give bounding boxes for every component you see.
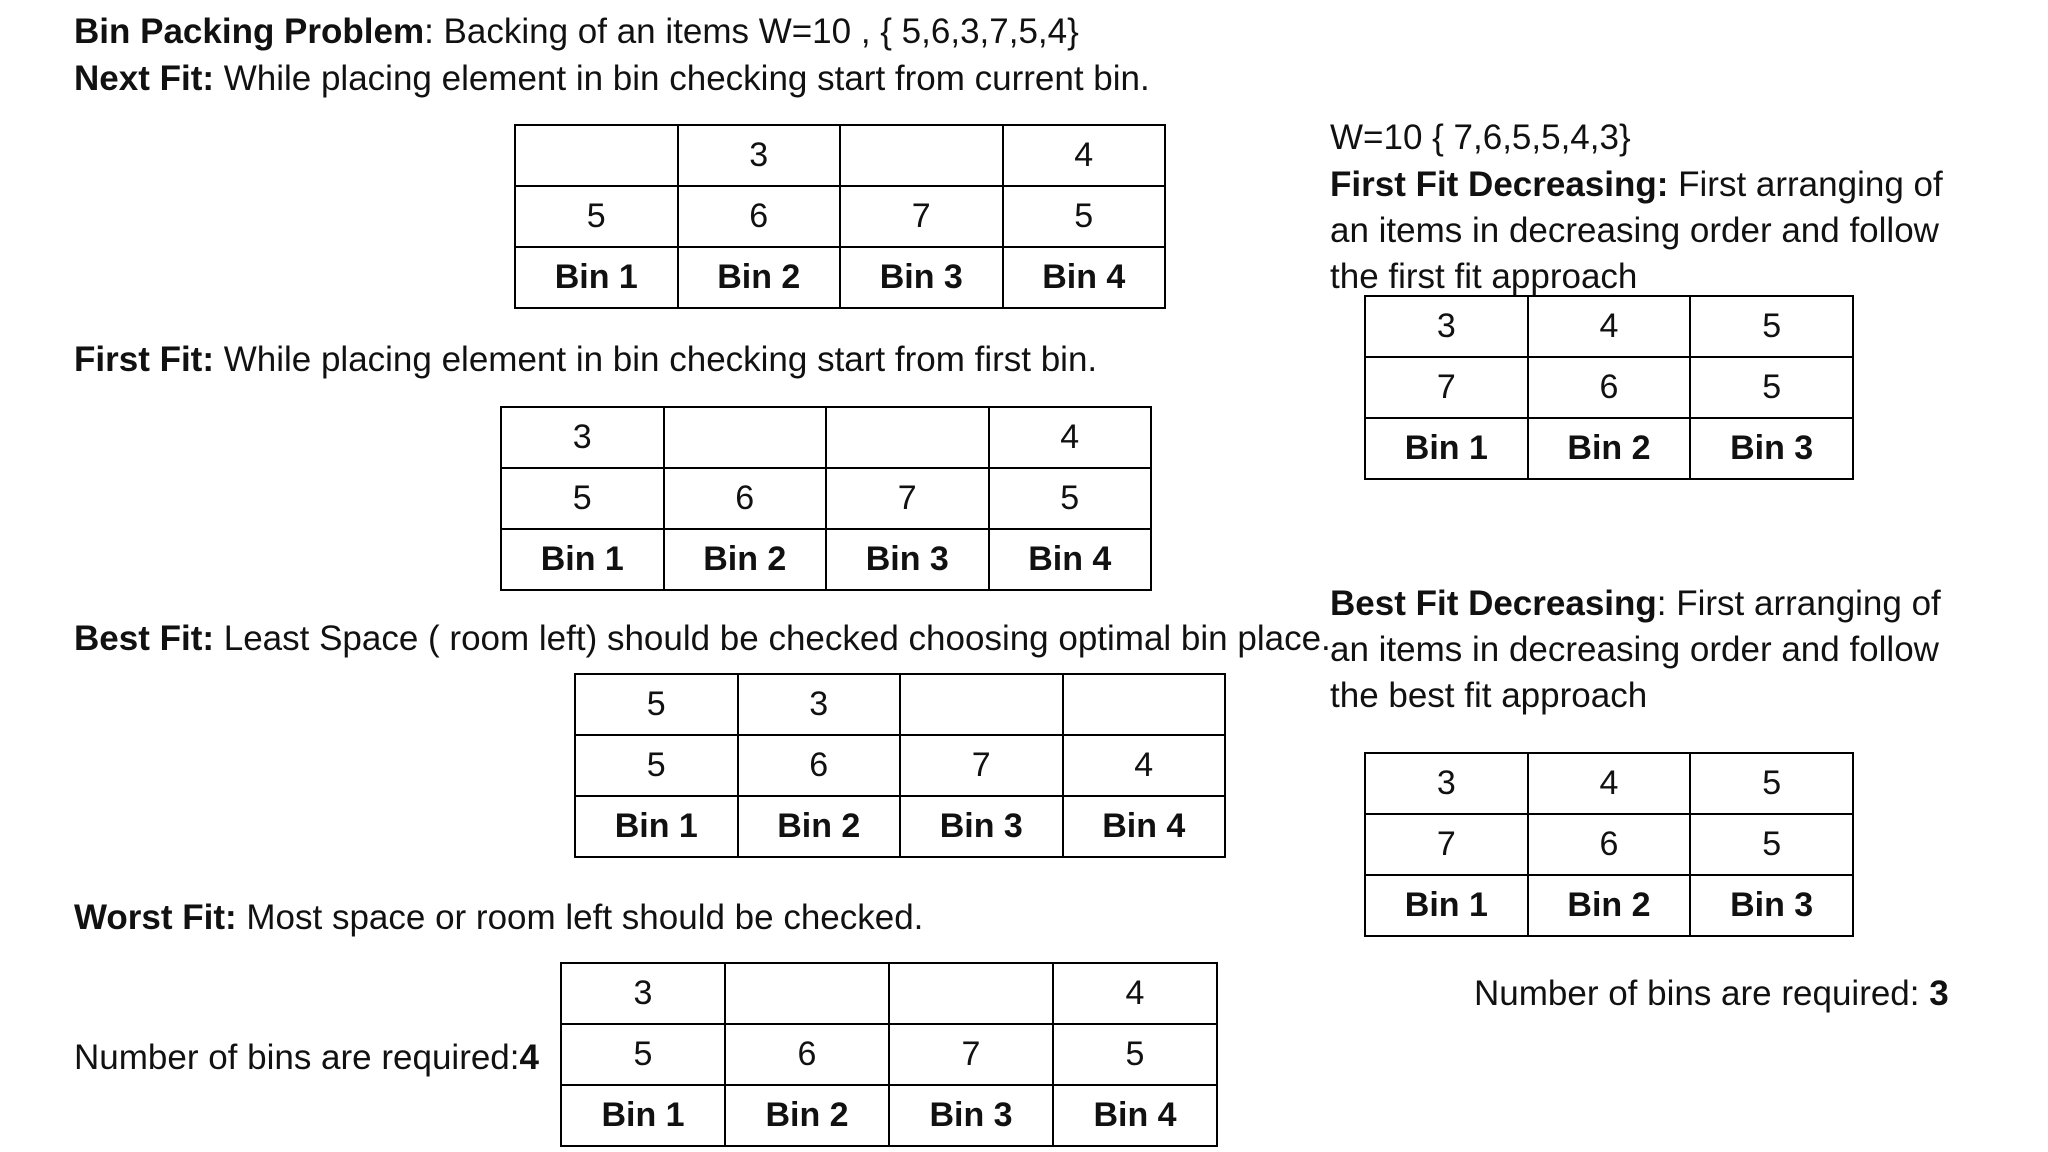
bin-row: [561, 963, 1217, 1024]
bin-label: Bin 2: [664, 529, 827, 590]
bfd-description: [1330, 581, 1980, 719]
bin-cell: 6: [738, 735, 901, 796]
bin-cell: 5: [1690, 296, 1853, 357]
bin-cell: 4: [1063, 735, 1226, 796]
bin-cell: [826, 407, 989, 468]
first-fit-description: [74, 338, 1097, 382]
title-bold: Bin Packing Problem: [74, 12, 425, 51]
bin-label-row: [515, 247, 1165, 308]
ffd-bold: First Fit Decreasing:: [1330, 165, 1669, 204]
bin-cell: [900, 674, 1063, 735]
first-fit-bold: First Fit:: [74, 340, 214, 379]
bin-label-row: [575, 796, 1225, 857]
bin-label: Bin 1: [1365, 418, 1528, 479]
first-fit-rest: While placing element in bin checking start from first bin.: [213, 340, 1098, 379]
bin-label: Bin 2: [738, 796, 901, 857]
bin-cell: 6: [678, 186, 841, 247]
bin-label: Bin 1: [515, 247, 678, 308]
bin-cell: 5: [1053, 1024, 1217, 1085]
next-fit-table: [514, 124, 1166, 309]
bin-label: Bin 4: [1053, 1085, 1217, 1146]
bin-cell: [515, 125, 678, 186]
bin-label: Bin 3: [826, 529, 989, 590]
bin-label: Bin 3: [840, 247, 1003, 308]
bin-cell: [664, 407, 827, 468]
bin-cell: 6: [1528, 357, 1691, 418]
bin-cell: 4: [989, 407, 1152, 468]
bin-cell: 4: [1528, 296, 1691, 357]
bfd-count-text: Number of bins are required:: [1474, 974, 1930, 1013]
bin-cell: 4: [1528, 753, 1691, 814]
worst-fit-bold: Worst Fit:: [74, 898, 237, 937]
bin-cell: 7: [840, 186, 1003, 247]
bin-cell: 5: [1003, 186, 1166, 247]
bin-cell: 7: [826, 468, 989, 529]
bin-label: Bin 4: [1063, 796, 1226, 857]
bin-label: Bin 4: [989, 529, 1152, 590]
worst-fit-description: [74, 896, 923, 940]
best-fit-bold: Best Fit:: [74, 619, 214, 658]
first-fit-table: [500, 406, 1152, 591]
bin-cell: 4: [1003, 125, 1166, 186]
bin-label: Bin 1: [575, 796, 738, 857]
bfd-rest: : First arranging of an items in decreasing order and follow the best fit approach: [1330, 584, 1941, 715]
bin-cell: 7: [1365, 357, 1528, 418]
bin-label: Bin 3: [900, 796, 1063, 857]
worst-fit-rest: Most space or room left should be checked.: [236, 898, 924, 937]
bin-row: [501, 407, 1151, 468]
bin-cell: 7: [1365, 814, 1528, 875]
bin-row: [1365, 814, 1853, 875]
bin-cell: 3: [738, 674, 901, 735]
bfd-bold: Best Fit Decreasing: [1330, 584, 1657, 623]
ffd-table: [1364, 295, 1854, 480]
bin-cell: [725, 963, 889, 1024]
bfd-bin-count: [1474, 972, 1949, 1016]
bin-row: [515, 186, 1165, 247]
best-fit-description: [74, 617, 1331, 661]
bin-label: Bin 3: [1690, 418, 1853, 479]
ffd-set-line: W=10 { 7,6,5,5,4,3}: [1330, 118, 1631, 157]
ffd-description: [1330, 162, 1980, 300]
bin-label: Bin 3: [1690, 875, 1853, 936]
bin-cell: 6: [664, 468, 827, 529]
bin-cell: 3: [1365, 296, 1528, 357]
bin-row: [575, 735, 1225, 796]
best-fit-rest: Least Space ( room left) should be checked choosing optimal bin place.: [214, 619, 1331, 658]
bin-row: [1365, 296, 1853, 357]
bin-label: Bin 2: [1528, 418, 1691, 479]
bin-label: Bin 1: [501, 529, 664, 590]
bin-cell: 5: [989, 468, 1152, 529]
ffd-rest: First arranging of an items in decreasing order and follow the first fit approach: [1330, 165, 1943, 296]
bin-cell: 6: [725, 1024, 889, 1085]
next-fit-description: [74, 57, 1150, 101]
bin-row: [501, 468, 1151, 529]
worst-fit-bin-count: [74, 1036, 539, 1080]
bin-cell: 3: [678, 125, 841, 186]
bin-cell: 4: [1053, 963, 1217, 1024]
title-line: [74, 10, 1079, 54]
bin-cell: 7: [889, 1024, 1053, 1085]
bin-cell: 3: [1365, 753, 1528, 814]
worst-fit-count-value: 4: [519, 1038, 539, 1077]
bin-row: [1365, 753, 1853, 814]
bin-cell: 5: [561, 1024, 725, 1085]
bin-cell: 5: [1690, 814, 1853, 875]
bin-cell: 3: [501, 407, 664, 468]
bin-cell: 5: [1690, 357, 1853, 418]
bin-label-row: [501, 529, 1151, 590]
best-fit-table: [574, 673, 1226, 858]
bin-cell: [1063, 674, 1226, 735]
bin-cell: [889, 963, 1053, 1024]
bin-cell: 5: [575, 735, 738, 796]
bin-cell: 5: [501, 468, 664, 529]
next-fit-rest: While placing element in bin checking start from current bin.: [214, 59, 1150, 98]
bin-row: [515, 125, 1165, 186]
bin-cell: 5: [1690, 753, 1853, 814]
bin-label-row: [561, 1085, 1217, 1146]
bfd-table: [1364, 752, 1854, 937]
bin-row: [1365, 357, 1853, 418]
bin-cell: [840, 125, 1003, 186]
bin-label-row: [1365, 875, 1853, 936]
bin-cell: 3: [561, 963, 725, 1024]
bin-label: Bin 1: [561, 1085, 725, 1146]
bin-label: Bin 2: [678, 247, 841, 308]
bin-row: [575, 674, 1225, 735]
worst-fit-table: [560, 962, 1218, 1147]
next-fit-bold: Next Fit:: [74, 59, 214, 98]
bin-label: Bin 2: [1528, 875, 1691, 936]
bin-label: Bin 2: [725, 1085, 889, 1146]
bin-cell: 5: [575, 674, 738, 735]
bin-label: Bin 1: [1365, 875, 1528, 936]
bin-row: [561, 1024, 1217, 1085]
bin-label: Bin 4: [1003, 247, 1166, 308]
bin-cell: 7: [900, 735, 1063, 796]
bin-label: Bin 3: [889, 1085, 1053, 1146]
title-rest: : Backing of an items W=10 , { 5,6,3,7,5,4}: [424, 12, 1079, 51]
bin-label-row: [1365, 418, 1853, 479]
bin-cell: 6: [1528, 814, 1691, 875]
bin-cell: 5: [515, 186, 678, 247]
worst-fit-count-text: Number of bins are required:: [74, 1038, 520, 1077]
bfd-count-value: 3: [1929, 974, 1949, 1013]
